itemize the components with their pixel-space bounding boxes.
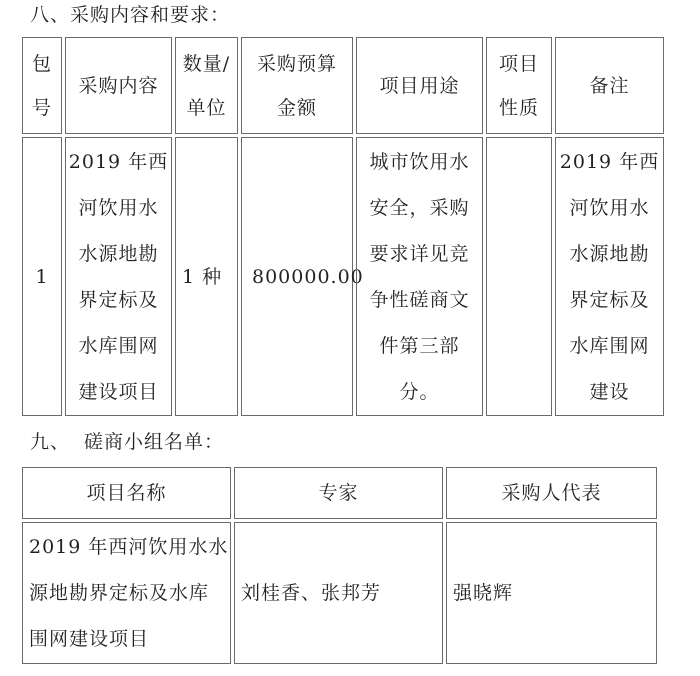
cell-purpose-line: 要求详见竞 (369, 242, 470, 265)
cell-content-line: 2019 年西 (68, 150, 169, 173)
section-9-number: 九、 (30, 431, 71, 453)
cell-content-line: 水库围网 (78, 334, 159, 357)
cell-purpose-line: 城市饮用水 (369, 150, 470, 173)
cell-content (65, 137, 172, 416)
cell-project-name-line: 2019 年西河饮用水水 (29, 536, 229, 558)
cell-project-name-line: 围网建设项目 (29, 628, 150, 650)
header-package-no (22, 37, 62, 134)
cell-remarks-line: 界定标及 (569, 288, 650, 311)
cell-project-name (22, 522, 231, 664)
cell-buyer-rep: 强晓辉 (446, 522, 657, 664)
header-budget (241, 37, 353, 134)
header-budget-line2: 金额 (276, 96, 317, 119)
cell-remarks (555, 137, 664, 416)
header-nature-line1: 项目 (498, 52, 539, 75)
cell-content-line: 水源地勘 (78, 242, 159, 265)
header-nature (486, 37, 552, 134)
cell-content-line: 河饮用水 (78, 196, 159, 219)
header-buyer-rep: 采购人代表 (446, 467, 657, 519)
header-experts: 专家 (234, 467, 443, 519)
cell-remarks-line: 2019 年西 (559, 150, 660, 173)
cell-purpose (356, 137, 483, 416)
header-purpose: 项目用途 (356, 37, 483, 134)
cell-content-line: 建设项目 (78, 380, 159, 403)
header-nature-line2: 性质 (498, 96, 539, 119)
cell-nature (486, 137, 552, 416)
cell-purpose-line: 争性磋商文 (369, 288, 470, 311)
cell-purpose-line: 分。 (399, 380, 440, 403)
section-9-heading (30, 430, 224, 454)
cell-budget: 800000.00 (241, 137, 353, 416)
cell-remarks-line: 水库围网 (569, 334, 650, 357)
header-package-no-line1: 包 (31, 52, 52, 75)
header-quantity-unit-line2: 单位 (186, 96, 227, 119)
cell-project-name-line: 源地勘界定标及水库 (29, 582, 210, 604)
cell-remarks-line: 水源地勘 (569, 242, 650, 265)
cell-experts: 刘桂香、张邦芳 (234, 522, 443, 664)
section-9-title: 磋商小组名单： (84, 431, 225, 453)
cell-purpose-line: 件第三部 (379, 334, 460, 357)
header-budget-line1: 采购预算 (256, 52, 337, 75)
header-content: 采购内容 (65, 37, 172, 134)
cell-content-line: 界定标及 (78, 288, 159, 311)
header-remarks: 备注 (555, 37, 664, 134)
cell-package-no: 1 (22, 137, 62, 416)
cell-purpose-line: 安全，采购 (369, 196, 470, 219)
cell-remarks-line: 建设 (589, 380, 630, 403)
cell-remarks-line: 河饮用水 (569, 196, 650, 219)
header-package-no-line2: 号 (31, 96, 52, 119)
header-quantity-unit (175, 37, 238, 134)
header-project-name: 项目名称 (22, 467, 231, 519)
section-8-heading: 八、采购内容和要求： (30, 4, 231, 26)
header-quantity-unit-line1: 数量/ (182, 52, 231, 75)
cell-quantity-unit: 1 种 (175, 137, 238, 416)
